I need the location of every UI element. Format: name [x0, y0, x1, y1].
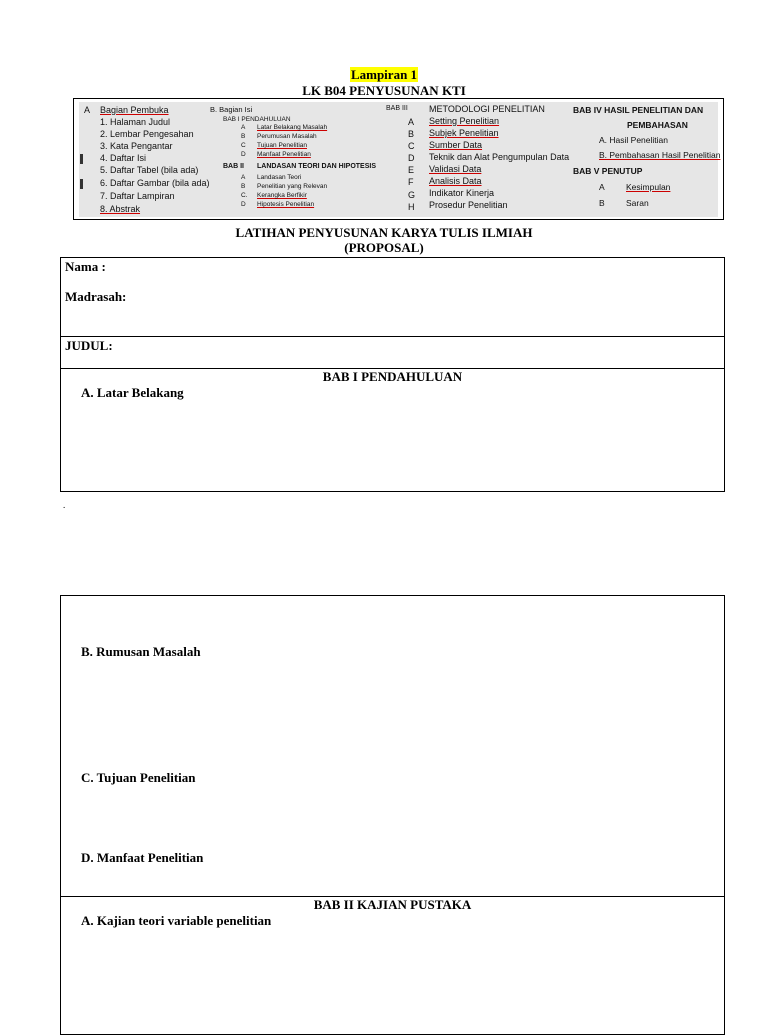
ref-col1-letter: A — [84, 105, 91, 115]
ref-col4-bab5-title: BAB V PENUTUP — [573, 166, 643, 176]
ref-col2-letter: D — [241, 201, 246, 208]
ref-col2-item: Tujuan Penelitian — [257, 142, 307, 149]
latar-belakang-label: A. Latar Belakang — [81, 385, 184, 400]
ref-col1-item: 6. Daftar Gambar (bila ada) — [100, 178, 210, 188]
ref-col2-letter: A — [241, 174, 246, 181]
ref-col2-item: Penelitian yang Relevan — [257, 183, 328, 190]
page-title: LK B04 PENYUSUNAN KTI — [302, 83, 466, 98]
ref-col2-item: Kerangka Berfikir — [257, 192, 307, 199]
ref-col4-item: Kesimpulan — [626, 182, 671, 192]
ref-col4-letter: A — [599, 182, 605, 192]
ref-col2-item: Perumusan Masalah — [257, 133, 317, 140]
ref-col2-letter: B — [241, 133, 246, 140]
madrasah-label: Madrasah: — [65, 289, 127, 304]
ref-col2-head: B. Bagian Isi — [210, 105, 253, 114]
ref-col2-bab2-label: BAB II — [223, 163, 244, 170]
ref-col1-item: 8. Abstrak — [100, 204, 141, 214]
form-box-chapters — [60, 595, 725, 1035]
form-title: LATIHAN PENYUSUNAN KARYA TULIS ILMIAH — [235, 225, 533, 240]
ref-col2-letter: C. — [241, 192, 248, 199]
ref-col3-item: Subjek Penelitian — [429, 128, 499, 138]
ref-col1-item: 5. Daftar Tabel (bila ada) — [100, 165, 199, 175]
ref-col1-item: 3. Kata Pengantar — [100, 141, 173, 151]
ref-bullet-mark — [80, 179, 83, 189]
divider — [61, 336, 724, 337]
ref-col3-letter: A — [408, 117, 415, 127]
ref-col3-letter: B — [408, 129, 415, 139]
ref-col2-letter: A — [241, 124, 246, 131]
nama-label: Nama : — [65, 259, 106, 274]
ref-col2-item: Hipotesis Penelitian — [257, 201, 315, 208]
ref-col3-item: Validasi Data — [429, 164, 482, 174]
lampiran-label: Lampiran 1 — [350, 67, 418, 82]
ref-col2-letter: B — [241, 183, 246, 190]
ref-col1-item: 1. Halaman Judul — [100, 117, 171, 127]
form-subtitle: (PROPOSAL) — [344, 240, 424, 255]
ref-col3-item: Setting Penelitian — [429, 116, 500, 126]
ref-col4-item-text: A. Hasil Penelitian — [599, 135, 668, 145]
ref-col3-letter: H — [408, 202, 415, 212]
ref-col2-item: Latar Belakang Masalah — [257, 124, 328, 131]
manfaat-penelitian-label: D. Manfaat Penelitian — [81, 850, 204, 865]
rumusan-masalah-label: B. Rumusan Masalah — [81, 644, 201, 659]
ref-col4-letter: B — [599, 198, 605, 208]
bab2-heading: BAB II KAJIAN PUSTAKA — [313, 897, 472, 912]
ref-col3-letter: D — [408, 153, 415, 163]
ref-col2-letter: D — [241, 151, 246, 158]
ref-col2-bab2-title: LANDASAN TEORI DAN HIPOTESIS — [257, 163, 377, 170]
ref-bullet-mark — [80, 154, 83, 164]
form-box-identity — [60, 257, 725, 492]
ref-col3-item: Analisis Data — [429, 176, 482, 186]
ref-col3-letter: C — [408, 141, 415, 151]
stray-dot: . — [63, 500, 66, 510]
kajian-teori-label: A. Kajian teori variable penelitian — [81, 913, 272, 928]
ref-col4-item — [599, 135, 668, 145]
ref-col4-item: B. Pembahasan Hasil Penelitian — [599, 150, 721, 160]
ref-col3-letter: G — [408, 190, 416, 200]
ref-col1-item: 2. Lembar Pengesahan — [100, 129, 194, 139]
ref-col4-item: Saran — [626, 198, 649, 208]
ref-col3-item: Prosedur Penelitian — [429, 200, 508, 210]
ref-col3-letter: E — [408, 165, 415, 175]
reference-image-inner — [79, 102, 721, 217]
ref-col2-letter: C — [241, 142, 246, 149]
ref-col3-item: Indikator Kinerja — [429, 188, 495, 198]
ref-col1-item: 7. Daftar Lampiran — [100, 191, 175, 201]
ref-col4-bab4-title: BAB IV HASIL PENELITIAN DAN — [573, 105, 704, 115]
ref-col2-item: Landasan Teori — [257, 174, 302, 181]
ref-col3-item: Teknik dan Alat Pengumpulan Data — [429, 152, 570, 162]
tujuan-penelitian-label: C. Tujuan Penelitian — [81, 770, 196, 785]
ref-col1-item: 4. Daftar Isi — [100, 153, 147, 163]
ref-col3-bab-label: BAB III — [386, 105, 408, 112]
ref-col2-item: Manfaat Penelitian — [257, 151, 311, 158]
ref-col2-bab1: BAB I PENDAHULUAN — [223, 116, 291, 123]
ref-col3-item: Sumber Data — [429, 140, 483, 150]
ref-col3-letter: F — [408, 177, 414, 187]
ref-col1-head: Bagian Pembuka — [100, 105, 169, 115]
judul-label: JUDUL: — [65, 338, 113, 353]
ref-col3-title: METODOLOGI PENELITIAN — [429, 104, 545, 114]
reference-image — [73, 98, 724, 220]
bab1-heading: BAB I PENDAHULUAN — [322, 369, 463, 384]
ref-col4-bab4-title: PEMBAHASAN — [627, 120, 688, 130]
